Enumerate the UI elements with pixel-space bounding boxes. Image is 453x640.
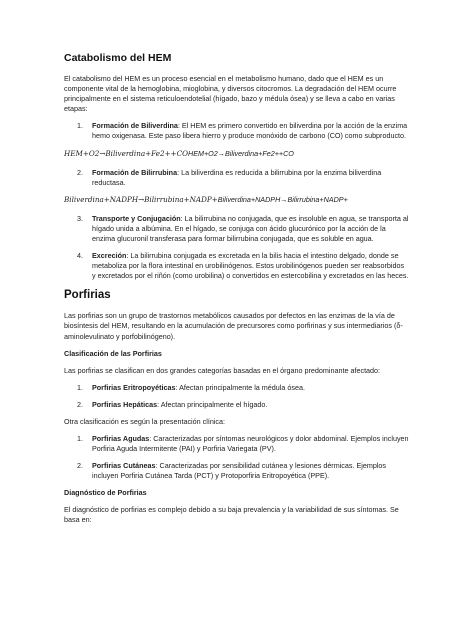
list-item: 1. Porfirias Agudas: Caracterizadas por síntomas neurológicos y dolor abdominal. Ejemplos incluyen Porfiria Aguda Intermitente (PAI) y Porfiria Variegata (PV). [77,433,409,454]
list-item: 1. Formación de Biliverdina: El HEM es primero convertido en biliverdina por la acción de la enzima hemo oxigenasa. Este paso libera hierro y produce monóxido de carbono (CO) como subproducto. [77,121,408,141]
equation-biliverdin-reductase: Biliverdina+NADPH→Bilirrubina+NADP+Biliverdina+NADPH→Bilirrubina+NADP+ [64,194,348,204]
porfirias-intro: Las porfirias son un grupo de trastornos metabólicos causados por defectos en las enzimas de la vía de biosíntesis del HEM, resultando en la acumulación de precursores como porfirinas y sus intermediarios (δ-aminolevulinato y porfobilinógeno). [64,311,403,341]
list-item: 2. Porfirias Cutáneas: Caracterizadas por sensibilidad cutánea y lesiones dérmicas. Ejemplos incluyen Porfiria Cutánea Tarda (PCT) y Protoporfiria Eritropoyética (PPE). [77,461,387,481]
catabolismo-steps-list-a [64,121,409,141]
list-item: 4. Excreción: La bilirrubina conjugada es excretada en la bilis hacia el intestino delgado, donde se metaboliza por la flora intestinal en urobilinógenos. Estos urobilinógenos pueden ser reabsorbidos y excretados por el riñón (como urobilina) o convertidos en estercobilina y excretados en las heces. [77,251,409,281]
equation-hem-oxygenase: HEM+O2→Biliverdina+Fe2++COHEM+O2→Biliverdina+Fe2++CO [64,148,294,158]
subheading-diagnostico: Diagnóstico de Porfirias [64,488,147,498]
section-title-catabolismo: Catabolismo del HEM [64,52,172,64]
organ-types-list [64,383,409,410]
catabolismo-steps-list-c [64,214,409,282]
list-item: 3. Transporte y Conjugación: La bilirrubina no conjugada, que es insoluble en agua, se transporta al hígado unida a albúmina. En el hígado, se conjuga con ácido glucurónico por la acción de la enzima glucuronil transferasa para formar bilirrubina conjugada, que es soluble en agua. [77,213,409,243]
section-title-porfirias: Porfirias [64,289,111,302]
clinical-intro: Otra clasificación es según la presentación clínica: [64,416,226,426]
list-item: 2. Formación de Bilirrubina: La biliverdina es reducida a bilirrubina por la enzima biliverdina reductasa. [77,167,382,187]
clasificacion-intro: Las porfirias se clasifican en dos grandes categorías basadas en el órgano predominante afectado: [64,365,381,375]
list-item: 1. Porfirias Eritropoyéticas: Afectan principalmente la médula ósea. [77,382,305,392]
catabolismo-steps-list-b [64,168,409,188]
subheading-clasificacion: Clasificación de las Porfirias [64,348,162,358]
diagnostico-intro: El diagnóstico de porfirias es complejo debido a su baja prevalencia y la variabilidad de sus síntomas. Se basa en: [64,505,399,525]
clinical-types-list [64,434,409,481]
catabolismo-intro: El catabolismo del HEM es un proceso esencial en el metabolismo humano, dado que el HEM es un componente vital de la hemoglobina, mioglobina, y diversos citocromos. La degradación del HEM ocurre principalmente en el sistema reticuloendotelial (hígado, bazo y médula ósea) y se lleva a cabo en varias etapas: [64,74,397,114]
list-item: 2. Porfirias Hepáticas: Afectan principalmente el hígado. [77,399,268,409]
